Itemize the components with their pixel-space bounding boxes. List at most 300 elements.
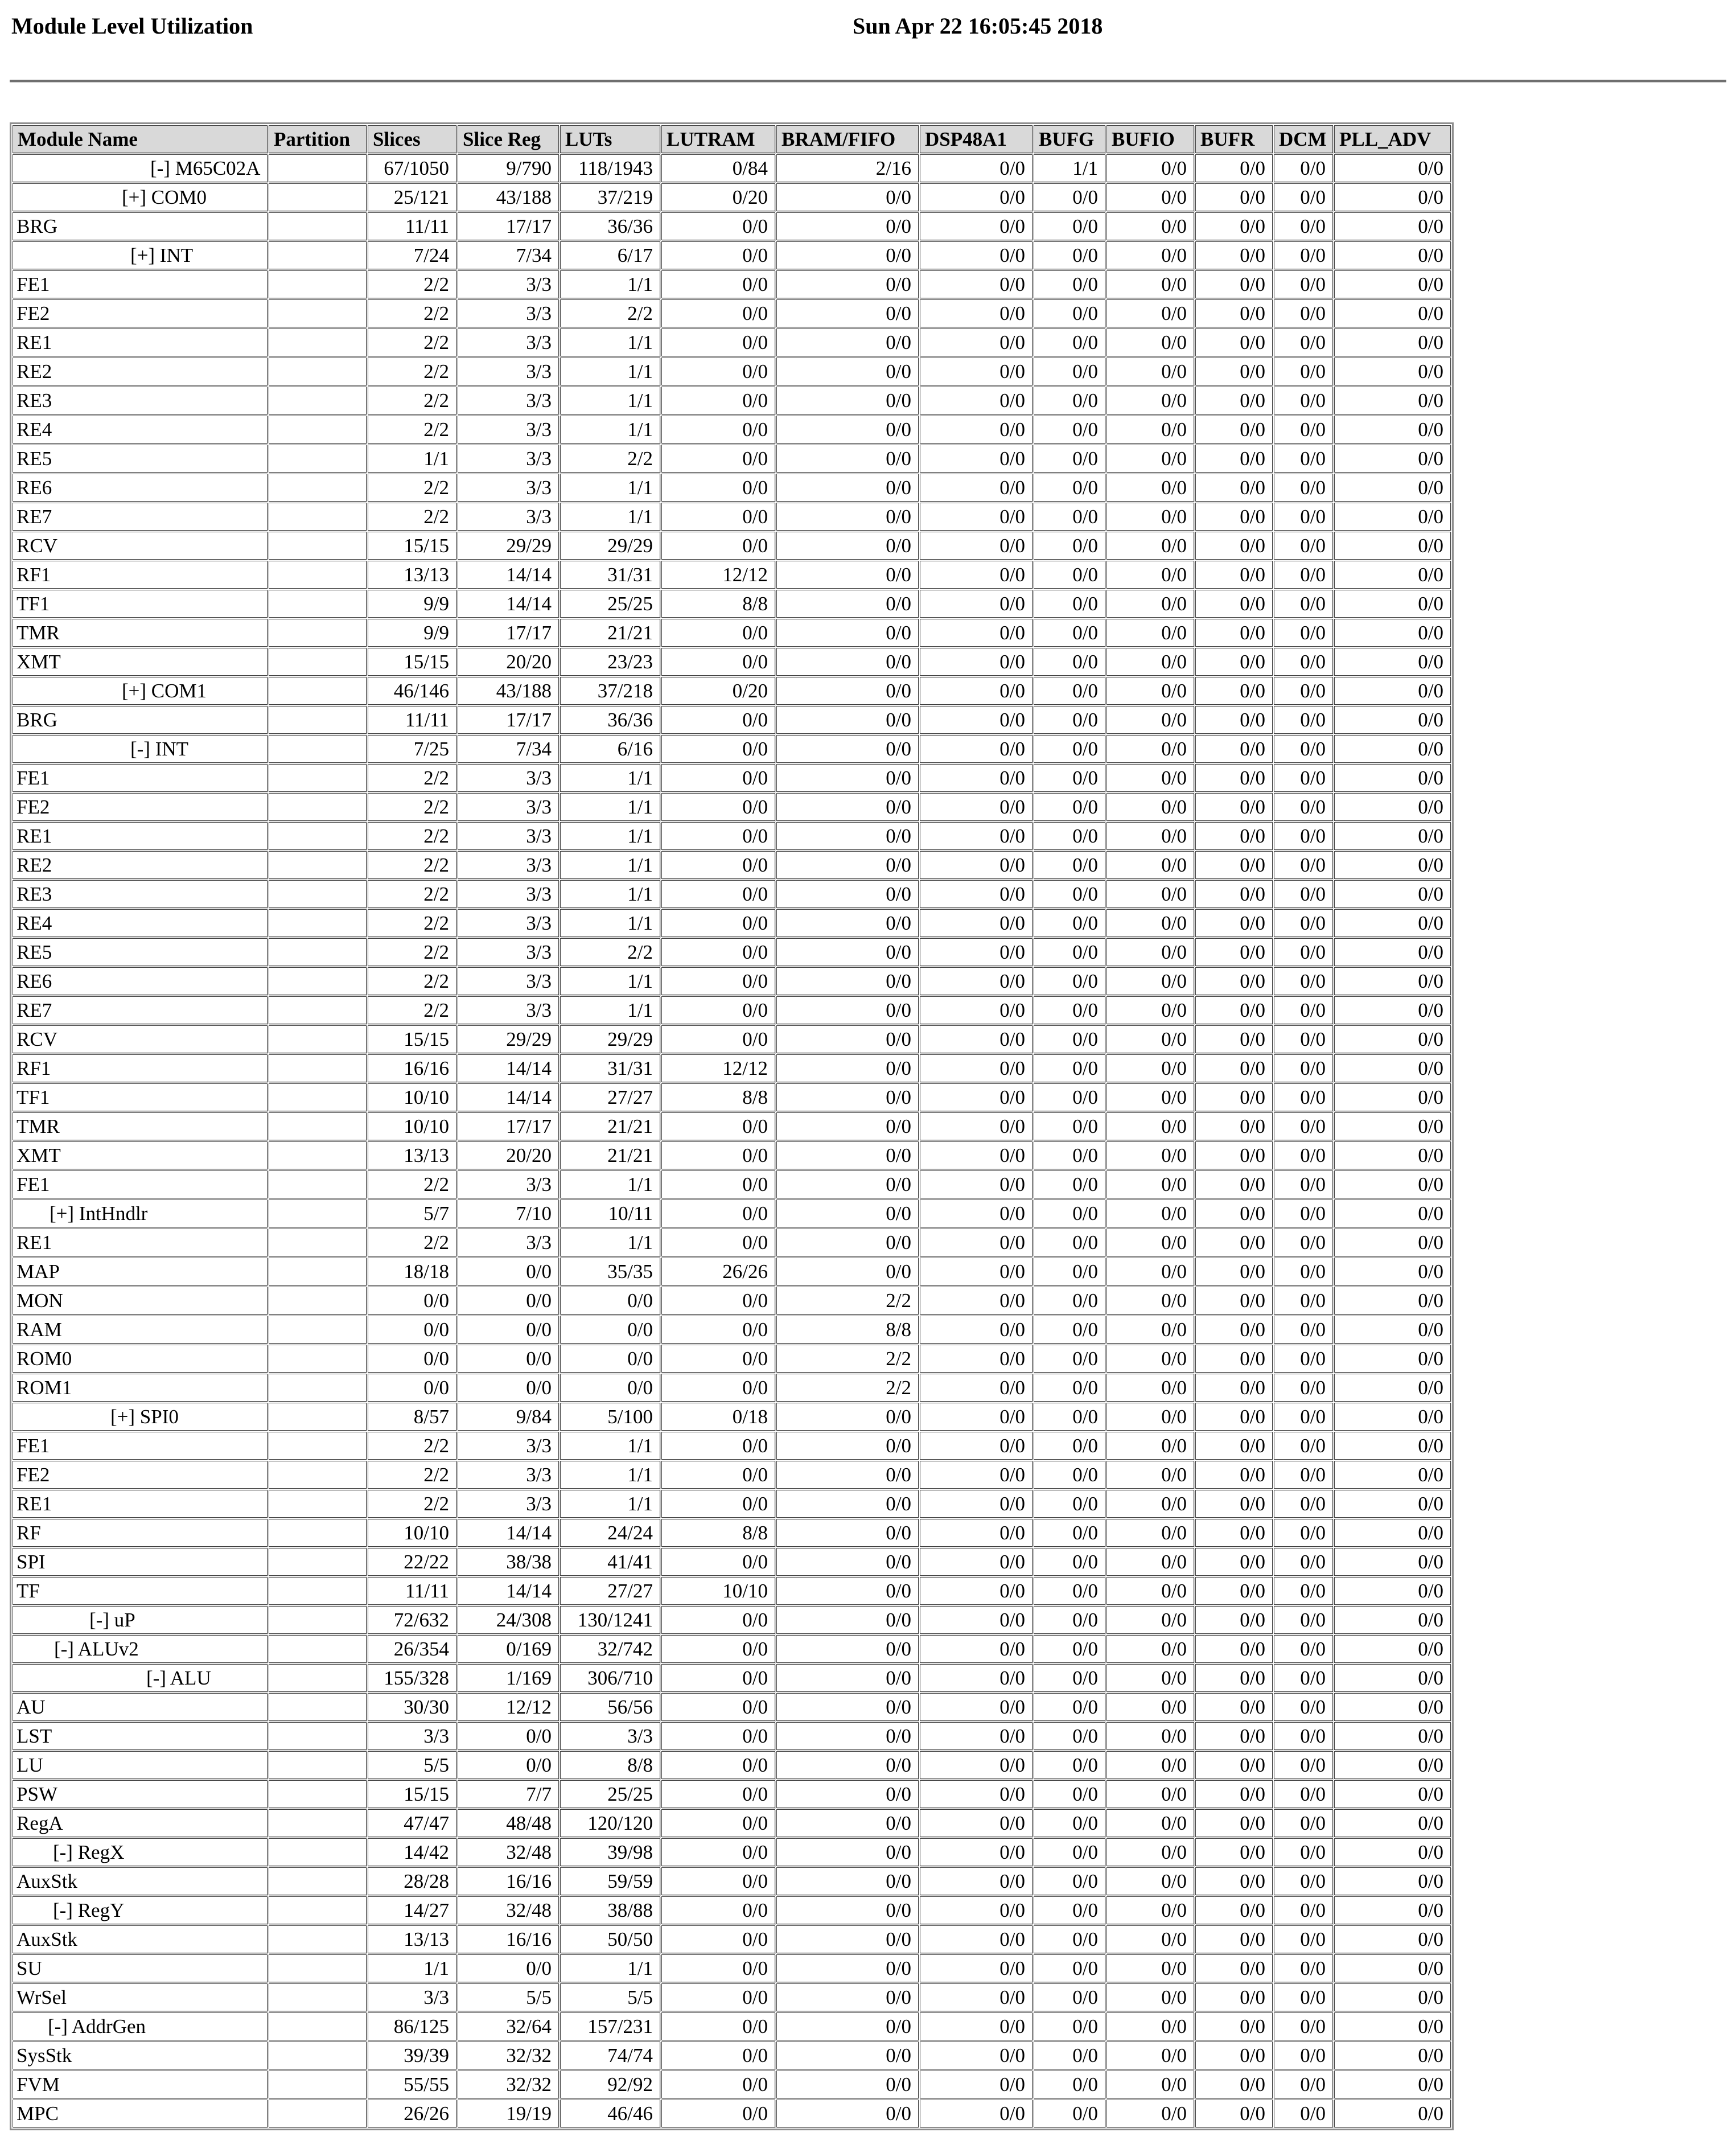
cell-pll-adv: 0/0: [1334, 1316, 1451, 1344]
cell-dsp48a1: 0/0: [920, 880, 1032, 908]
partition-cell: [269, 590, 367, 618]
cell-lutram: 8/8: [661, 1519, 775, 1547]
cell-lutram: 0/0: [661, 1316, 775, 1344]
cell-slices: 0/0: [368, 1345, 456, 1373]
cell-bufio: 0/0: [1106, 1490, 1194, 1518]
cell-slice-reg: 3/3: [458, 474, 559, 502]
cell-slice-reg: 3/3: [458, 1432, 559, 1460]
cell-bram-fifo: 0/0: [776, 1170, 919, 1198]
table-row: [13, 1112, 1451, 1140]
cell-slice-reg: 32/48: [458, 1838, 559, 1866]
table-row: [13, 648, 1451, 676]
cell-dcm: 0/0: [1274, 474, 1333, 502]
cell-luts: 8/8: [560, 1751, 660, 1779]
cell-luts: 38/88: [560, 1896, 660, 1924]
cell-dcm: 0/0: [1274, 967, 1333, 995]
table-row: [13, 1258, 1451, 1285]
cell-bufg: 0/0: [1034, 1896, 1105, 1924]
cell-luts: 1/1: [560, 416, 660, 443]
cell-pll-adv: 0/0: [1334, 1170, 1451, 1198]
cell-bufg: 0/0: [1034, 1374, 1105, 1402]
cell-dcm: 0/0: [1274, 851, 1333, 879]
cell-pll-adv: 0/0: [1334, 1548, 1451, 1576]
cell-bram-fifo: 0/0: [776, 328, 919, 356]
cell-lutram: 0/0: [661, 241, 775, 269]
table-row: [13, 1025, 1451, 1053]
cell-slices: 0/0: [368, 1374, 456, 1402]
table-row: [13, 1809, 1451, 1837]
cell-dcm: 0/0: [1274, 1054, 1333, 1082]
cell-dcm: 0/0: [1274, 445, 1333, 473]
cell-slices: 2/2: [368, 938, 456, 966]
cell-slices: 11/11: [368, 706, 456, 734]
cell-luts: 24/24: [560, 1519, 660, 1547]
cell-dsp48a1: 0/0: [920, 2041, 1032, 2069]
cell-dsp48a1: 0/0: [920, 1054, 1032, 1082]
cell-luts: 118/1943: [560, 154, 660, 182]
cell-slices: 2/2: [368, 909, 456, 937]
cell-bufr: 0/0: [1195, 1780, 1273, 1808]
cell-dcm: 0/0: [1274, 1751, 1333, 1779]
cell-bram-fifo: 0/0: [776, 880, 919, 908]
cell-luts: 41/41: [560, 1548, 660, 1576]
module-expander-cell[interactable]: [-] INT: [13, 735, 268, 763]
cell-dsp48a1: 0/0: [920, 1896, 1032, 1924]
cell-bufg: 0/0: [1034, 212, 1105, 240]
module-expander-cell[interactable]: [-] M65C02A: [13, 154, 268, 182]
cell-bufg: 0/0: [1034, 909, 1105, 937]
cell-bufg: 0/0: [1034, 1577, 1105, 1605]
cell-slice-reg: 12/12: [458, 1693, 559, 1721]
module-expander-cell[interactable]: [-] ALUv2: [13, 1635, 268, 1663]
cell-bufg: 0/0: [1034, 1083, 1105, 1111]
module-expander-cell[interactable]: [+] COM0: [13, 183, 268, 211]
cell-dsp48a1: 0/0: [920, 1461, 1032, 1489]
cell-slices: 13/13: [368, 1141, 456, 1169]
cell-bufio: 0/0: [1106, 822, 1194, 850]
partition-cell: [269, 1983, 367, 2011]
cell-pll-adv: 0/0: [1334, 1838, 1451, 1866]
cell-bufio: 0/0: [1106, 1200, 1194, 1227]
cell-bufr: 0/0: [1195, 154, 1273, 182]
cell-bufr: 0/0: [1195, 2012, 1273, 2040]
cell-bufg: 0/0: [1034, 1432, 1105, 1460]
cell-slice-reg: 17/17: [458, 212, 559, 240]
cell-dcm: 0/0: [1274, 880, 1333, 908]
partition-cell: [269, 532, 367, 560]
cell-bram-fifo: 0/0: [776, 793, 919, 821]
cell-bram-fifo: 0/0: [776, 532, 919, 560]
cell-lutram: 8/8: [661, 1083, 775, 1111]
cell-luts: 1/1: [560, 996, 660, 1024]
cell-lutram: 0/0: [661, 1490, 775, 1518]
cell-slice-reg: 0/0: [458, 1374, 559, 1402]
module-name-cell: RF: [13, 1519, 268, 1547]
module-name-cell: RCV: [13, 1025, 268, 1053]
cell-pll-adv: 0/0: [1334, 445, 1451, 473]
cell-slices: 30/30: [368, 1693, 456, 1721]
cell-luts: 120/120: [560, 1809, 660, 1837]
module-name-cell: RE2: [13, 851, 268, 879]
module-name-cell: RE1: [13, 822, 268, 850]
cell-dsp48a1: 0/0: [920, 996, 1032, 1024]
table-row: [13, 1200, 1451, 1227]
cell-dsp48a1: 0/0: [920, 1200, 1032, 1227]
cell-bufr: 0/0: [1195, 764, 1273, 792]
cell-bufr: 0/0: [1195, 1896, 1273, 1924]
cell-bufr: 0/0: [1195, 677, 1273, 705]
cell-luts: 74/74: [560, 2041, 660, 2069]
cell-bufg: 0/0: [1034, 590, 1105, 618]
cell-luts: 1/1: [560, 851, 660, 879]
cell-slice-reg: 29/29: [458, 1025, 559, 1053]
partition-cell: [269, 1345, 367, 1373]
cell-slice-reg: 3/3: [458, 358, 559, 385]
cell-dsp48a1: 0/0: [920, 648, 1032, 676]
cell-dcm: 0/0: [1274, 1867, 1333, 1895]
cell-pll-adv: 0/0: [1334, 1751, 1451, 1779]
table-row: [13, 2071, 1451, 2098]
module-name-cell: FE1: [13, 270, 268, 298]
cell-lutram: 0/0: [661, 2012, 775, 2040]
cell-bufg: 0/0: [1034, 1635, 1105, 1663]
cell-lutram: 8/8: [661, 590, 775, 618]
cell-dsp48a1: 0/0: [920, 474, 1032, 502]
table-row: [13, 1432, 1451, 1460]
cell-lutram: 0/0: [661, 851, 775, 879]
cell-bram-fifo: 0/0: [776, 1200, 919, 1227]
module-expander-cell[interactable]: [+] COM1: [13, 677, 268, 705]
cell-bufr: 0/0: [1195, 1200, 1273, 1227]
cell-bufg: 0/0: [1034, 1258, 1105, 1285]
cell-dcm: 0/0: [1274, 648, 1333, 676]
cell-bufg: 0/0: [1034, 1025, 1105, 1053]
cell-lutram: 0/0: [661, 1954, 775, 1982]
cell-dcm: 0/0: [1274, 270, 1333, 298]
cell-luts: 157/231: [560, 2012, 660, 2040]
cell-pll-adv: 0/0: [1334, 619, 1451, 647]
cell-slices: 11/11: [368, 1577, 456, 1605]
cell-dcm: 0/0: [1274, 358, 1333, 385]
cell-bufr: 0/0: [1195, 1461, 1273, 1489]
table-row: [13, 1577, 1451, 1605]
cell-slice-reg: 20/20: [458, 648, 559, 676]
cell-bufio: 0/0: [1106, 2100, 1194, 2127]
cell-dsp48a1: 0/0: [920, 1490, 1032, 1518]
cell-luts: 0/0: [560, 1374, 660, 1402]
cell-slices: 9/9: [368, 619, 456, 647]
cell-lutram: 0/0: [661, 996, 775, 1024]
cell-dcm: 0/0: [1274, 1606, 1333, 1634]
module-name-cell: BRG: [13, 212, 268, 240]
table-row: [13, 909, 1451, 937]
cell-bufg: 0/0: [1034, 445, 1105, 473]
cell-dcm: 0/0: [1274, 1141, 1333, 1169]
table-row: [13, 1170, 1451, 1198]
cell-slices: 2/2: [368, 503, 456, 531]
cell-bufr: 0/0: [1195, 1287, 1273, 1315]
cell-lutram: 0/0: [661, 1751, 775, 1779]
cell-bram-fifo: 0/0: [776, 967, 919, 995]
cell-bufg: 0/0: [1034, 416, 1105, 443]
cell-bufr: 0/0: [1195, 1083, 1273, 1111]
cell-slice-reg: 38/38: [458, 1548, 559, 1576]
module-expander-cell[interactable]: [+] INT: [13, 241, 268, 269]
cell-slice-reg: 0/0: [458, 1316, 559, 1344]
table-row: [13, 1722, 1451, 1750]
cell-dsp48a1: 0/0: [920, 1838, 1032, 1866]
table-row: [13, 2100, 1451, 2127]
module-expander-cell[interactable]: [-] RegX: [13, 1838, 268, 1866]
cell-slice-reg: 0/0: [458, 1258, 559, 1285]
table-row: [13, 1751, 1451, 1779]
cell-slice-reg: 7/34: [458, 735, 559, 763]
cell-dcm: 0/0: [1274, 2071, 1333, 2098]
cell-bram-fifo: 0/0: [776, 1867, 919, 1895]
cell-luts: 1/1: [560, 1461, 660, 1489]
cell-bufr: 0/0: [1195, 2100, 1273, 2127]
cell-dcm: 0/0: [1274, 1200, 1333, 1227]
cell-bufio: 0/0: [1106, 1519, 1194, 1547]
cell-lutram: 0/0: [661, 532, 775, 560]
module-name-cell: RE7: [13, 996, 268, 1024]
cell-dcm: 0/0: [1274, 735, 1333, 763]
partition-cell: [269, 1751, 367, 1779]
column-header-lutram: LUTRAM: [661, 125, 775, 153]
cell-slices: 26/26: [368, 2100, 456, 2127]
module-name-cell: RegA: [13, 1809, 268, 1837]
cell-bufr: 0/0: [1195, 822, 1273, 850]
cell-bufio: 0/0: [1106, 1548, 1194, 1576]
cell-lutram: 26/26: [661, 1258, 775, 1285]
cell-bufr: 0/0: [1195, 1054, 1273, 1082]
cell-bufio: 0/0: [1106, 416, 1194, 443]
cell-dcm: 0/0: [1274, 561, 1333, 589]
cell-bram-fifo: 0/0: [776, 1141, 919, 1169]
cell-dcm: 0/0: [1274, 909, 1333, 937]
partition-cell: [269, 241, 367, 269]
cell-bufr: 0/0: [1195, 1722, 1273, 1750]
cell-dcm: 0/0: [1274, 793, 1333, 821]
cell-dsp48a1: 0/0: [920, 1170, 1032, 1198]
partition-cell: [269, 1403, 367, 1431]
cell-bufr: 0/0: [1195, 1983, 1273, 2011]
cell-bufr: 0/0: [1195, 967, 1273, 995]
module-name-cell: RE2: [13, 358, 268, 385]
table-row: [13, 474, 1451, 502]
cell-bram-fifo: 0/0: [776, 996, 919, 1024]
cell-bufio: 0/0: [1106, 445, 1194, 473]
cell-slices: 16/16: [368, 1054, 456, 1082]
partition-cell: [269, 1693, 367, 1721]
cell-dcm: 0/0: [1274, 154, 1333, 182]
cell-dcm: 0/0: [1274, 212, 1333, 240]
cell-dsp48a1: 0/0: [920, 1083, 1032, 1111]
cell-dsp48a1: 0/0: [920, 1548, 1032, 1576]
table-row: [13, 1316, 1451, 1344]
cell-bufg: 0/0: [1034, 358, 1105, 385]
cell-dsp48a1: 0/0: [920, 1664, 1032, 1692]
cell-dcm: 0/0: [1274, 1983, 1333, 2011]
module-name-cell: TMR: [13, 1112, 268, 1140]
cell-slice-reg: 3/3: [458, 880, 559, 908]
cell-lutram: 0/18: [661, 1403, 775, 1431]
cell-dsp48a1: 0/0: [920, 909, 1032, 937]
cell-slices: 2/2: [368, 328, 456, 356]
cell-slices: 39/39: [368, 2041, 456, 2069]
partition-cell: [269, 1519, 367, 1547]
cell-bufio: 0/0: [1106, 1896, 1194, 1924]
cell-lutram: 12/12: [661, 1054, 775, 1082]
table-row: [13, 1693, 1451, 1721]
cell-bufio: 0/0: [1106, 358, 1194, 385]
cell-bufr: 0/0: [1195, 2071, 1273, 2098]
cell-dcm: 0/0: [1274, 1780, 1333, 1808]
column-header-bufg: BUFG: [1034, 125, 1105, 153]
cell-bufr: 0/0: [1195, 503, 1273, 531]
cell-slices: 2/2: [368, 1490, 456, 1518]
cell-lutram: 0/0: [661, 764, 775, 792]
module-name-cell: RE5: [13, 445, 268, 473]
cell-slice-reg: 14/14: [458, 1054, 559, 1082]
module-name-cell: RE6: [13, 967, 268, 995]
module-expander-cell[interactable]: [-] RegY: [13, 1896, 268, 1924]
cell-slices: 155/328: [368, 1664, 456, 1692]
table-row: [13, 967, 1451, 995]
cell-dsp48a1: 0/0: [920, 154, 1032, 182]
cell-bufr: 0/0: [1195, 1664, 1273, 1692]
cell-slices: 3/3: [368, 1722, 456, 1750]
cell-lutram: 0/0: [661, 416, 775, 443]
cell-slice-reg: 29/29: [458, 532, 559, 560]
cell-bufg: 0/0: [1034, 241, 1105, 269]
cell-bufg: 0/0: [1034, 619, 1105, 647]
module-expander-cell[interactable]: [-] ALU: [13, 1664, 268, 1692]
cell-dsp48a1: 0/0: [920, 590, 1032, 618]
cell-slice-reg: 32/48: [458, 1896, 559, 1924]
cell-slice-reg: 14/14: [458, 1577, 559, 1605]
table-row: [13, 851, 1451, 879]
cell-bram-fifo: 0/0: [776, 212, 919, 240]
cell-lutram: 0/0: [661, 909, 775, 937]
cell-bufr: 0/0: [1195, 996, 1273, 1024]
cell-lutram: 0/0: [661, 1025, 775, 1053]
table-row: [13, 183, 1451, 211]
cell-bufg: 0/0: [1034, 183, 1105, 211]
cell-dcm: 0/0: [1274, 1635, 1333, 1663]
column-header-slice-reg: Slice Reg: [458, 125, 559, 153]
cell-dsp48a1: 0/0: [920, 1141, 1032, 1169]
cell-bufg: 0/0: [1034, 996, 1105, 1024]
cell-bufg: 0/0: [1034, 299, 1105, 327]
cell-bram-fifo: 0/0: [776, 1606, 919, 1634]
cell-bufr: 0/0: [1195, 183, 1273, 211]
cell-dcm: 0/0: [1274, 1432, 1333, 1460]
table-row: [13, 764, 1451, 792]
cell-lutram: 0/0: [661, 328, 775, 356]
cell-bufio: 0/0: [1106, 1054, 1194, 1082]
cell-slices: 0/0: [368, 1287, 456, 1315]
partition-cell: [269, 1258, 367, 1285]
cell-slices: 14/27: [368, 1896, 456, 1924]
cell-dsp48a1: 0/0: [920, 735, 1032, 763]
module-name-cell: FE2: [13, 1461, 268, 1489]
table-row: [13, 590, 1451, 618]
cell-slices: 2/2: [368, 967, 456, 995]
partition-cell: [269, 1287, 367, 1315]
cell-bram-fifo: 0/0: [776, 735, 919, 763]
cell-bufr: 0/0: [1195, 1112, 1273, 1140]
cell-slices: 13/13: [368, 561, 456, 589]
cell-bram-fifo: 0/0: [776, 822, 919, 850]
cell-pll-adv: 0/0: [1334, 183, 1451, 211]
cell-dsp48a1: 0/0: [920, 2012, 1032, 2040]
module-expander-cell[interactable]: [-] uP: [13, 1606, 268, 1634]
cell-pll-adv: 0/0: [1334, 1867, 1451, 1895]
module-expander-cell[interactable]: [+] SPI0: [13, 1403, 268, 1431]
cell-dsp48a1: 0/0: [920, 967, 1032, 995]
table-row: [13, 416, 1451, 443]
cell-luts: 29/29: [560, 532, 660, 560]
module-expander-cell[interactable]: [-] AddrGen: [13, 2012, 268, 2040]
cell-bufr: 0/0: [1195, 1954, 1273, 1982]
cell-lutram: 0/0: [661, 793, 775, 821]
partition-cell: [269, 1722, 367, 1750]
cell-luts: 25/25: [560, 590, 660, 618]
cell-pll-adv: 0/0: [1334, 1925, 1451, 1953]
module-expander-cell[interactable]: [+] IntHndlr: [13, 1200, 268, 1227]
table-row: [13, 793, 1451, 821]
cell-dsp48a1: 0/0: [920, 619, 1032, 647]
partition-cell: [269, 1606, 367, 1634]
cell-bufr: 0/0: [1195, 1374, 1273, 1402]
partition-cell: [269, 938, 367, 966]
cell-bufio: 0/0: [1106, 561, 1194, 589]
cell-luts: 46/46: [560, 2100, 660, 2127]
module-name-cell: TF1: [13, 590, 268, 618]
cell-bufr: 0/0: [1195, 1809, 1273, 1837]
partition-cell: [269, 735, 367, 763]
cell-slices: 10/10: [368, 1083, 456, 1111]
cell-lutram: 0/0: [661, 474, 775, 502]
cell-bram-fifo: 0/0: [776, 503, 919, 531]
cell-dcm: 0/0: [1274, 1577, 1333, 1605]
cell-bufio: 0/0: [1106, 299, 1194, 327]
cell-pll-adv: 0/0: [1334, 1606, 1451, 1634]
cell-pll-adv: 0/0: [1334, 1490, 1451, 1518]
cell-dcm: 0/0: [1274, 1287, 1333, 1315]
cell-slices: 72/632: [368, 1606, 456, 1634]
partition-cell: [269, 561, 367, 589]
cell-slice-reg: 3/3: [458, 445, 559, 473]
cell-bram-fifo: 8/8: [776, 1316, 919, 1344]
partition-cell: [269, 154, 367, 182]
partition-cell: [269, 1635, 367, 1663]
cell-bram-fifo: 0/0: [776, 1519, 919, 1547]
partition-cell: [269, 996, 367, 1024]
cell-dsp48a1: 0/0: [920, 1025, 1032, 1053]
module-name-cell: MON: [13, 1287, 268, 1315]
cell-lutram: 0/0: [661, 445, 775, 473]
column-header-luts: LUTs: [560, 125, 660, 153]
cell-slices: 3/3: [368, 1983, 456, 2011]
cell-dcm: 0/0: [1274, 503, 1333, 531]
cell-lutram: 0/0: [661, 358, 775, 385]
cell-luts: 31/31: [560, 561, 660, 589]
cell-bufio: 0/0: [1106, 706, 1194, 734]
partition-cell: [269, 270, 367, 298]
cell-bram-fifo: 0/0: [776, 764, 919, 792]
